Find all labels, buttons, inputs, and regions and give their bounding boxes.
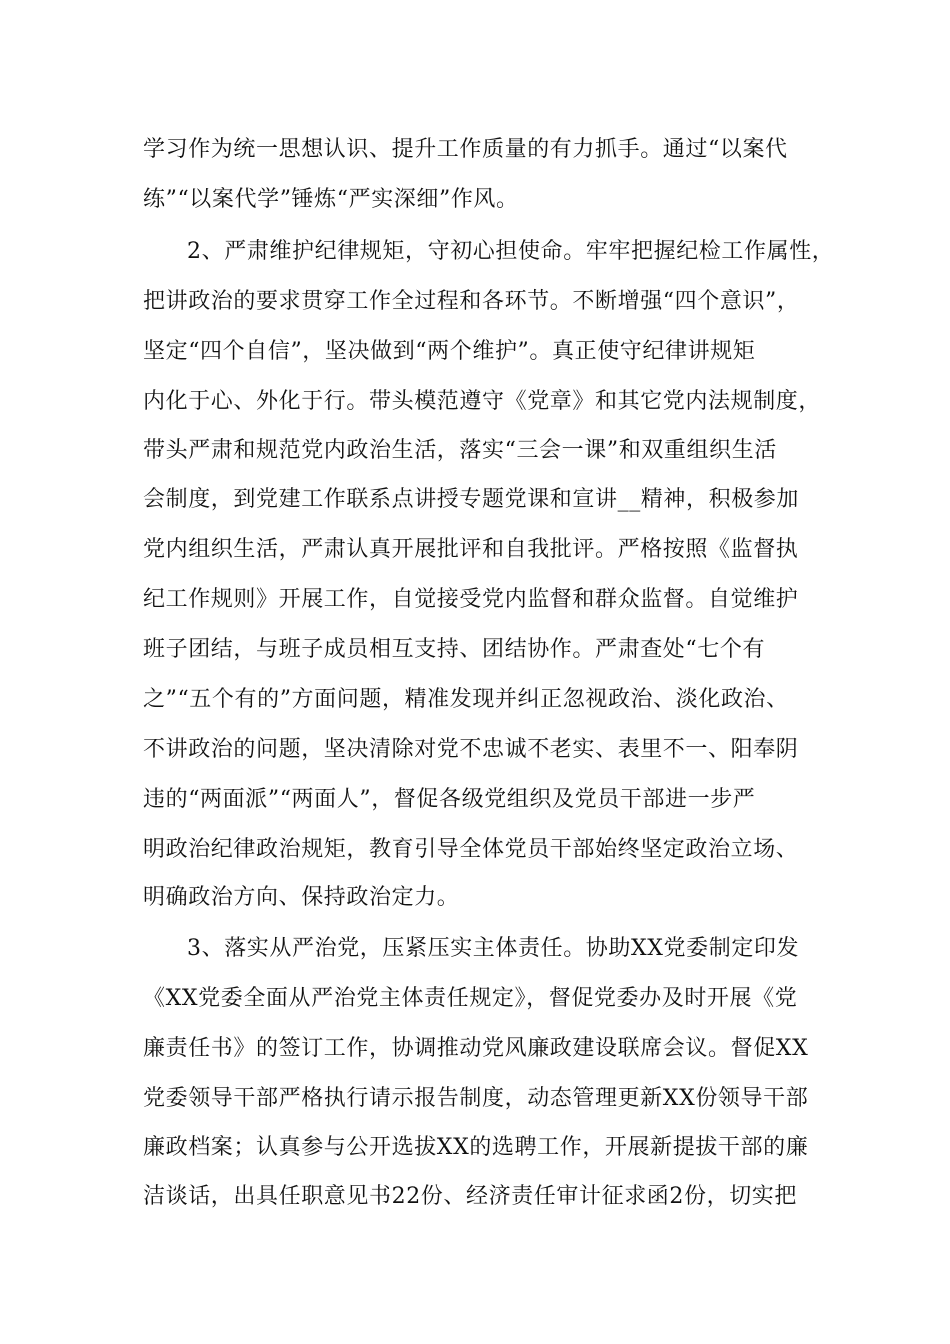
paragraph-2-heading-line: 2、严肃维护纪律规矩，守初心担使命。牢牢把握纪检工作属性， xyxy=(187,239,835,264)
text-line: 练”“以案代学”锤炼“严实深细”作风。 xyxy=(143,187,519,212)
text-line: 内化于心、外化于行。带头模范遵守《党章》和其它党内法规制度， xyxy=(143,389,822,414)
text-line: 党内组织生活，严肃认真开展批评和自我批评。严格按照《监督执 xyxy=(143,537,799,562)
text-line: 不讲政治的问题，坚决清除对党不忠诚不老实、表里不一、阳奉阴 xyxy=(143,737,799,762)
text-line: 廉责任书》的签订工作，协调推动党风廉政建设联席会议。督促XX xyxy=(143,1036,809,1061)
text-line: 明政治纪律政治规矩，教育引导全体党员干部始终坚定政治立场、 xyxy=(143,837,799,862)
text-line: 党委领导干部严格执行请示报告制度，动态管理更新XX份领导干部 xyxy=(143,1086,809,1111)
text-line: 之”“五个有的”方面问题，精准发现并纠正忽视政治、淡化政治、 xyxy=(143,687,789,712)
paragraph-3-heading-line: 3、落实从严治党，压紧压实主体责任。协助XX党委制定印发 xyxy=(187,936,800,961)
text-line: 纪工作规则》开展工作，自觉接受党内监督和群众监督。自觉维护 xyxy=(143,587,799,612)
text-line: 违的“两面派”“两面人”，督促各级党组织及党员干部进一步严 xyxy=(143,787,756,812)
text-line: 坚定“四个自信”，坚决做到“两个维护”。真正使守纪律讲规矩 xyxy=(143,339,756,364)
text-line: 明确政治方向、保持政治定力。 xyxy=(143,885,460,910)
text-line: 会制度，到党建工作联系点讲授专题党课和宣讲__精神，积极参加 xyxy=(143,487,800,512)
text-line: 把讲政治的要求贯穿工作全过程和各环节。不断增强“四个意识”， xyxy=(143,289,800,314)
text-line: 廉政档案；认真参与公开选拔XX的选聘工作，开展新提拔干部的廉 xyxy=(143,1135,809,1160)
text-line: 班子团结，与班子成员相互支持、团结协作。严肃查处“七个有 xyxy=(143,637,766,662)
text-line: 带头严肃和规范党内政治生活，落实“三会一课”和双重组织生活 xyxy=(143,438,777,463)
text-line: 学习作为统一思想认识、提升工作质量的有力抓手。通过“以案代 xyxy=(143,137,788,162)
text-line: 《XX党委全面从严治党主体责任规定》，督促党委办及时开展《党 xyxy=(143,986,798,1011)
text-line: 洁谈话，出具任职意见书22份、经济责任审计征求函2份，切实把 xyxy=(143,1184,797,1209)
